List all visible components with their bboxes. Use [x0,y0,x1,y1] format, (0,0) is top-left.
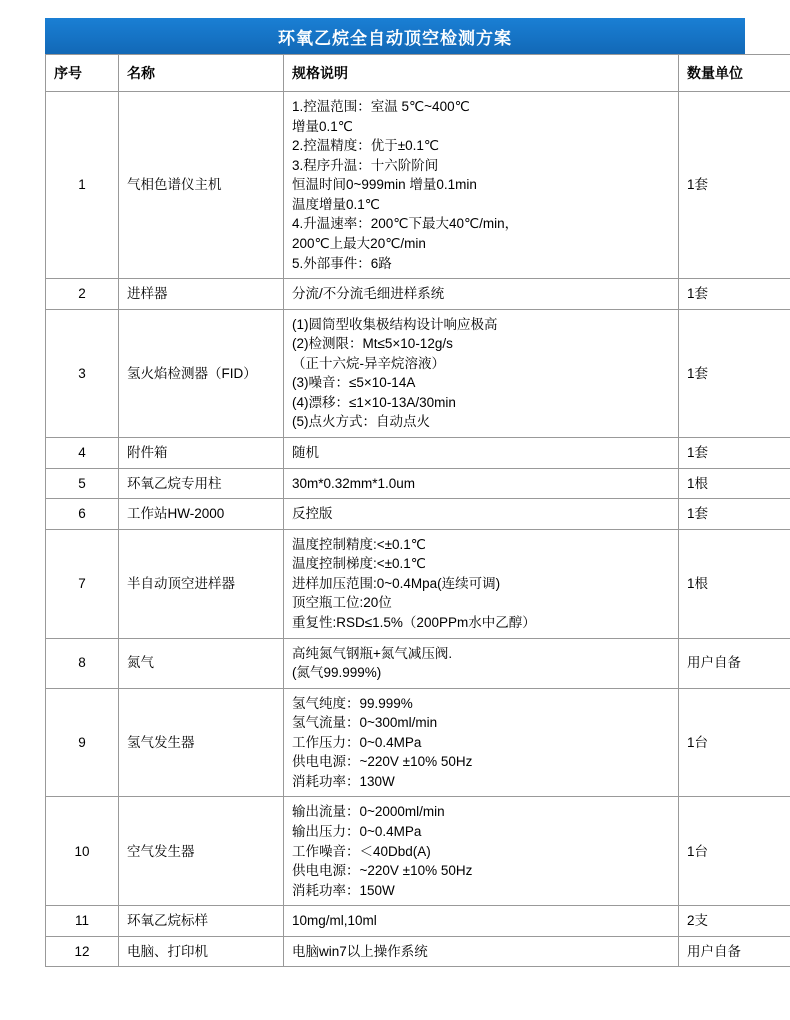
spec-line: (氮气99.999%) [292,665,382,681]
cell-name: 氮气 [119,638,284,688]
cell-index: 5 [46,468,119,499]
table-body [46,92,790,967]
spec-lines [292,504,670,524]
spec-line: 200℃上最大20℃/min [292,235,426,251]
cell-qty: 1套 [679,279,790,310]
table-row [46,797,790,906]
table-row [46,638,790,688]
spec-line: 温度控制精度:<±0.1℃ [292,536,426,552]
spec-lines [292,97,670,273]
table-header [46,55,790,92]
spec-line: 30m*0.32mm*1.0um [292,475,416,491]
spec-lines [292,694,670,792]
spec-lines [292,474,670,494]
spec-line: 消耗功率：130W [292,773,395,789]
spec-line: (1)圆筒型收集极结构设计响应极高 [292,316,498,332]
cell-name: 进样器 [119,279,284,310]
cell-spec [284,638,679,688]
spec-lines [292,942,670,962]
spec-line: 顶空瓶工位:20位 [292,595,392,611]
spec-line: 输出流量：0~2000ml/min [292,804,445,820]
cell-qty: 1台 [679,797,790,906]
spec-lines [292,315,670,432]
cell-index: 2 [46,279,119,310]
spec-line: 高纯氮气钢瓶+氮气减压阀. [292,645,453,661]
cell-name: 电脑、打印机 [119,936,284,967]
cell-index: 1 [46,92,119,279]
table-row [46,309,790,437]
cell-name: 环氧乙烷标样 [119,906,284,937]
spec-line: 5.外部事件：6路 [292,255,392,271]
cell-spec [284,529,679,638]
spec-line: 进样加压范围:0~0.4Mpa(连续可调) [292,575,501,591]
cell-spec [284,499,679,530]
cell-qty: 1套 [679,438,790,469]
cell-index: 8 [46,638,119,688]
spec-line: 重复性:RSD≤1.5%（200PPm水中乙醇） [292,614,536,630]
spec-line: 温度控制梯度:<±0.1℃ [292,556,426,572]
spec-line: (5)点火方式：自动点火 [292,414,430,430]
table-row [46,936,790,967]
cell-index: 11 [46,906,119,937]
spec-lines [292,443,670,463]
cell-qty: 用户自备 [679,936,790,967]
spec-lines [292,644,670,683]
cell-spec [284,797,679,906]
spec-line: （正十六烷-异辛烷溶液） [292,355,445,371]
page-title: 环氧乙烷全自动顶空检测方案 [278,28,512,48]
spec-line: 供电电源：~220V ±10% 50Hz [292,754,473,770]
cell-spec [284,438,679,469]
cell-spec [284,309,679,437]
document-title-bar [45,18,745,54]
cell-qty: 1根 [679,529,790,638]
cell-qty: 2支 [679,906,790,937]
spec-line: 消耗功率：150W [292,882,395,898]
spec-line: 氢气流量：0~300ml/min [292,715,438,731]
column-header-name: 名称 [119,55,284,92]
spec-line: 1.控温范围：室温 5℃~400℃ [292,99,470,114]
spec-line: 随机 [292,445,319,460]
table-row [46,438,790,469]
spec-line: 3.程序升温：十六阶阶间 [292,157,439,173]
cell-spec [284,92,679,279]
cell-name: 气相色谱仪主机 [119,92,284,279]
spec-line: 2.控温精度：优于±0.1℃ [292,138,440,154]
cell-spec [284,906,679,937]
cell-name: 工作站HW-2000 [119,499,284,530]
specification-table [45,54,790,967]
cell-index: 4 [46,438,119,469]
table-row [46,529,790,638]
spec-lines [292,535,670,633]
cell-qty: 用户自备 [679,638,790,688]
spec-line: 增量0.1℃ [292,118,353,134]
table-row [46,92,790,279]
cell-spec [284,279,679,310]
column-header-qty: 数量单位 [679,55,790,92]
spec-line: 输出压力：0~0.4MPa [292,824,422,839]
cell-name: 空气发生器 [119,797,284,906]
cell-index: 3 [46,309,119,437]
cell-name: 氢气发生器 [119,688,284,797]
cell-name: 环氧乙烷专用柱 [119,468,284,499]
cell-qty: 1套 [679,309,790,437]
table-row [46,688,790,797]
spec-line: 电脑win7以上操作系统 [292,943,428,959]
cell-index: 10 [46,797,119,906]
cell-index: 6 [46,499,119,530]
cell-name: 附件箱 [119,438,284,469]
cell-index: 12 [46,936,119,967]
table-row [46,468,790,499]
cell-name: 半自动顶空进样器 [119,529,284,638]
spec-line: 工作噪音：＜40Dbd(A) [292,843,431,859]
table-header-row [46,55,790,92]
spec-line: 4.升温速率：200℃下最大40℃/min， [292,216,519,232]
spec-line: (4)漂移：≤1×10-13A/30min [292,394,456,410]
cell-qty: 1根 [679,468,790,499]
spec-lines [292,284,670,304]
spec-line: (2)检测限：Mt≤5×10-12g/s [292,336,453,352]
cell-index: 9 [46,688,119,797]
spec-line: 恒温时间0~999min 增量0.1min [292,177,477,193]
spec-line: 工作压力：0~0.4MPa [292,734,422,750]
cell-spec [284,936,679,967]
cell-name: 氢火焰检测器（FID） [119,309,284,437]
spec-line: 氢气纯度：99.999% [292,695,413,711]
spec-line: 10mg/ml,10ml [292,913,377,929]
spec-line: 供电电源：~220V ±10% 50Hz [292,863,473,879]
table-row [46,279,790,310]
cell-index: 7 [46,529,119,638]
table-row [46,499,790,530]
spec-line: 反控版 [292,506,333,522]
cell-qty: 1套 [679,92,790,279]
cell-spec [284,688,679,797]
spec-line: (3)噪音：≤5×10-14A [292,375,416,391]
spec-lines [292,802,670,900]
spec-line: 温度增量0.1℃ [292,196,380,212]
cell-qty: 1台 [679,688,790,797]
spec-lines [292,911,670,931]
column-header-index: 序号 [46,55,119,92]
spec-line: 分流/不分流毛细进样系统 [292,286,445,302]
column-header-spec: 规格说明 [284,55,679,92]
cell-qty: 1套 [679,499,790,530]
table-row [46,906,790,937]
cell-spec [284,468,679,499]
